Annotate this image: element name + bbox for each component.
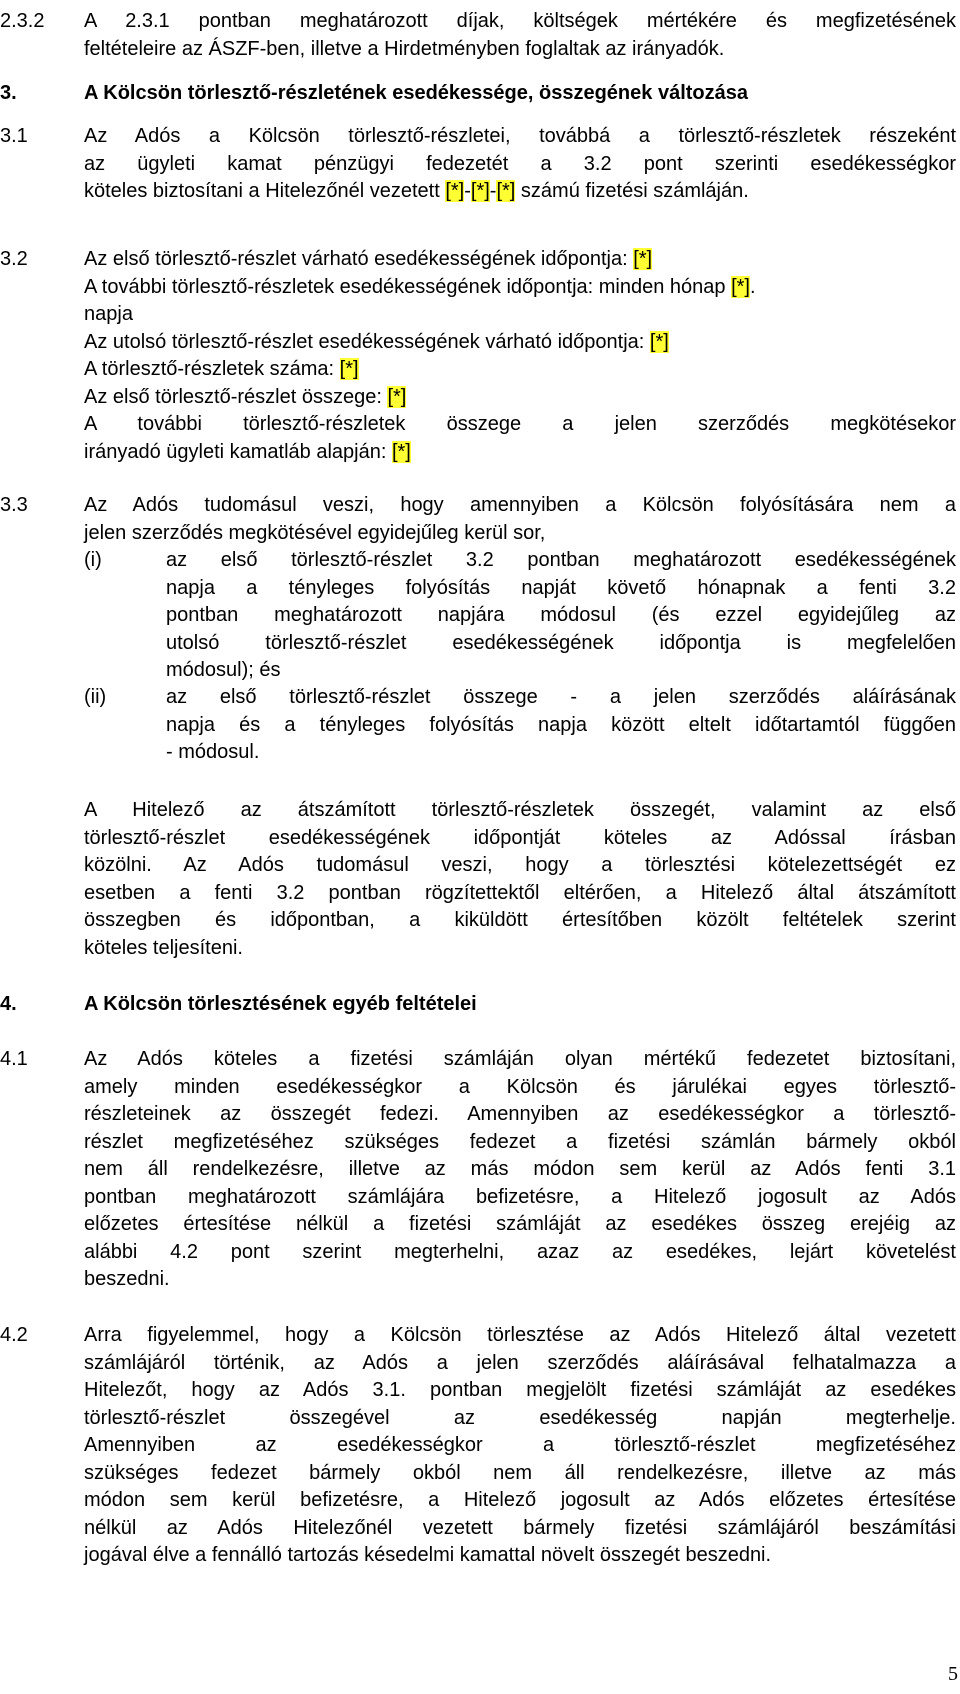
text-segment: - xyxy=(464,180,471,202)
text-line: A további törlesztő-részletek összege a jelen szerződés megkötésekor xyxy=(84,413,956,435)
text-line: az első törlesztő-részlet 3.2 pontban meghatározott esedékességének xyxy=(166,549,956,571)
text-line: esetben a fenti 3.2 pontban rögzítettektől eltérően, a Hitelező által átszámított xyxy=(84,881,956,904)
text-line: - módosul. xyxy=(166,741,260,763)
list-item-text xyxy=(166,547,956,685)
section-text xyxy=(84,1046,956,1294)
text-segment: Az első törlesztő-részlet összege: xyxy=(84,385,388,408)
section-text xyxy=(84,246,956,466)
section-number: 3.3 xyxy=(0,494,28,516)
text-line: módon sem kerül befizetésre, a Hitelező jogosult az Adós előzetes értesítése xyxy=(84,1489,956,1511)
text-line: amely minden esedékességkor a Kölcsön és járulékai egyes törlesztő- xyxy=(84,1075,956,1098)
text-line: számlájáról történik, az Adós a jelen szerződés aláírásával felhatalmazza a xyxy=(84,1351,956,1374)
placeholder-field: [*] xyxy=(445,180,465,202)
list-item-text xyxy=(166,684,956,767)
text-segment: Az utolsó törlesztő-részlet esedékességének várható időpontja: xyxy=(84,330,650,353)
placeholder-field: [*] xyxy=(649,330,669,353)
text-segment: - xyxy=(489,180,497,202)
text-line: A 2.3.1 pontban meghatározott díjak, költségek mértékére és megfizetésének xyxy=(84,10,956,32)
text-line xyxy=(84,178,956,206)
text-line: napja a tényleges folyósítás napját követő hónapnak a fenti 3.2 xyxy=(166,576,956,599)
text-segment: A további törlesztő-részletek esedékességének időpontja: minden hónap xyxy=(84,275,732,298)
heading-title: A Kölcsön törlesztő-részletének esedékessége, összegének változása xyxy=(84,82,748,104)
text-line: pontban meghatározott napjára módosul (és ezzel egyidejűleg az xyxy=(166,604,956,626)
text-line: részlet megfizetéséhez szükséges fedezet a fizetési számlán bármely okból xyxy=(84,1130,956,1153)
heading-number: 3. xyxy=(0,82,17,104)
text-line xyxy=(84,246,956,274)
text-segment: A törlesztő-részletek száma: xyxy=(84,358,340,380)
text-line: nélkül az Adós Hitelezőnél vezetett bármely fizetési számlájáról beszámítási xyxy=(84,1516,956,1539)
section-number: 4.2 xyxy=(0,1324,28,1346)
placeholder-field: [*] xyxy=(496,180,516,202)
placeholder-field: [*] xyxy=(391,440,411,463)
text-segment: . xyxy=(750,275,756,298)
text-line: törlesztő-részlet esedékességének időpontját köteles az Adóssal írásban xyxy=(84,826,956,849)
text-line: részleteinek az összegét fedezi. Amennyiben az esedékességkor a törlesztő- xyxy=(84,1103,956,1125)
section-number: 2.3.2 xyxy=(0,10,45,32)
text-line: jogával élve a fennálló tartozás késedelmi kamattal növelt összegét beszedni. xyxy=(84,1544,772,1566)
section-text xyxy=(84,1322,956,1570)
text-line: előzetes értesítése nélkül a fizetési számláját az esedékes összeg erejéig az xyxy=(84,1213,956,1235)
section-intro xyxy=(84,492,956,547)
section-number: 3.2 xyxy=(0,248,28,270)
page-number: 5 xyxy=(948,1662,958,1685)
list-marker: (i) xyxy=(84,549,102,571)
text-line: Az Adós a Kölcsön törlesztő-részletei, továbbá a törlesztő-részletek részeként xyxy=(84,125,956,147)
heading-number: 4. xyxy=(0,993,17,1015)
text-line: beszedni. xyxy=(84,1268,170,1290)
text-line: utolsó törlesztő-részlet esedékességének időpontja is megfelelően xyxy=(166,631,956,654)
text-line: összegben és időpontban, a kiküldött értesítőben közölt feltételek szerint xyxy=(84,909,956,931)
text-line: napja és a tényleges folyósítás napja között eltelt időtartamtól függően xyxy=(166,713,956,736)
text-line: Amennyiben az esedékességkor a törlesztő-részlet megfizetéséhez xyxy=(84,1434,956,1456)
text-line: Az Adós tudomásul veszi, hogy amennyiben a Kölcsön folyósítására nem a xyxy=(84,494,956,516)
placeholder-field: [*] xyxy=(387,385,407,408)
text-segment: köteles biztosítani a Hitelezőnél vezetett xyxy=(84,180,446,202)
placeholder-field: [*] xyxy=(633,248,653,270)
placeholder-field: [*] xyxy=(470,180,490,202)
text-line: feltételeire az ÁSZF-ben, illetve a Hirdetményben foglaltak az irányadók. xyxy=(84,37,725,60)
text-segment: számú fizetési számláján. xyxy=(515,180,749,202)
section-text xyxy=(84,123,956,206)
text-line: közölni. Az Adós tudomásul veszi, hogy a törlesztési kötelezettségét ez xyxy=(84,854,956,876)
text-line: alábbi 4.2 pont szerint megterhelni, azaz az esedékes, lejárt követelést xyxy=(84,1240,956,1263)
text-line: jelen szerződés megkötésével egyidejűleg kerül sor, xyxy=(84,521,546,544)
text-line xyxy=(84,439,956,467)
list-marker: (ii) xyxy=(84,686,107,708)
placeholder-field: [*] xyxy=(339,358,359,380)
paragraph-text xyxy=(84,797,956,962)
section-text xyxy=(84,8,956,63)
text-line xyxy=(84,356,956,384)
text-line xyxy=(84,384,956,412)
text-line: módosul); és xyxy=(166,659,281,681)
text-line: az ügyleti kamat pénzügyi fedezetét a 3.2 pont szerinti esedékességkor xyxy=(84,152,956,175)
heading-title: A Kölcsön törlesztésének egyéb feltételei xyxy=(84,993,477,1015)
text-line xyxy=(84,329,956,357)
section-number: 4.1 xyxy=(0,1048,28,1070)
text-line: szükséges fedezet bármely okból nem áll rendelkezésre, illetve az más xyxy=(84,1461,956,1484)
section-number: 3.1 xyxy=(0,125,28,147)
placeholder-field: [*] xyxy=(731,275,750,298)
text-line: köteles teljesíteni. xyxy=(84,936,243,959)
text-line: törlesztő-részlet összegével az esedékesség napján megterhelje. xyxy=(84,1406,956,1429)
text-line: pontban meghatározott számlájára befizetésre, a Hitelező jogosult az Adós xyxy=(84,1185,956,1208)
text-segment: Az első törlesztő-részlet várható esedékességének időpontja: xyxy=(84,248,634,270)
text-segment: irányadó ügyleti kamatláb alapján: xyxy=(84,440,392,463)
text-line: A Hitelező az átszámított törlesztő-részletek összegét, valamint az első xyxy=(84,799,956,821)
text-line: az első törlesztő-részlet összege - a jelen szerződés aláírásának xyxy=(166,686,956,708)
text-line: Az Adós köteles a fizetési számláján olyan mértékű fedezetet biztosítani, xyxy=(84,1048,956,1070)
text-line: napja xyxy=(84,303,133,325)
text-line xyxy=(84,274,956,302)
text-line: Hitelezőt, hogy az Adós 3.1. pontban megjelölt fizetési számláját az esedékes xyxy=(84,1379,956,1401)
text-line: Arra figyelemmel, hogy a Kölcsön törlesztése az Adós Hitelező által vezetett xyxy=(84,1324,956,1346)
text-line: nem áll rendelkezésre, illetve az más módon sem kerül az Adós fenti 3.1 xyxy=(84,1158,956,1180)
